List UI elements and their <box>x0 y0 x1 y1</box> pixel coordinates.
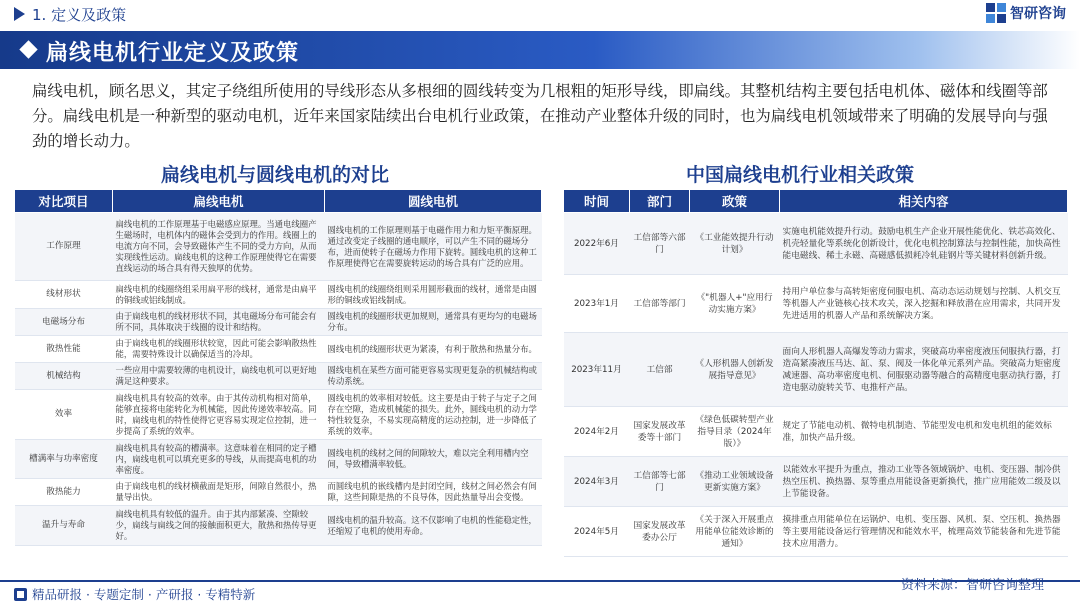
table-cell: 一些应用中需要较薄的电机设计，扁线电机可以更好地满足这种要求。 <box>113 363 325 390</box>
table-cell: 电磁场分布 <box>15 309 113 336</box>
table-row <box>564 407 1068 457</box>
column-header: 时间 <box>564 190 630 213</box>
table-cell: 摸排重点用能单位在运锅炉、电机、变压器、风机、泵、空压机、换热器等主要用能设备运行管理情况和能效水平，梳理高效节能装备和先进节能技术应用潜力。 <box>780 507 1068 557</box>
table-cell: 以能效水平提升为重点，推动工业等各领域锅炉、电机、变压器、制冷供热空压机、换热器、泵等重点用能设备更新换代，推广应用能效二级及以上节能设备。 <box>780 457 1068 507</box>
table-row <box>15 363 542 390</box>
table-cell: 面向人形机器人高爆发等动力需求，突破高功率密度液压伺服执行器，打造高紧凑液压马达、缸、泵、阀及一体化单元系列产品。突破高力矩密度减速器、高功率密度电机、伺服驱动器等融合的高精度电驱动执行器，打造电驱动旋转关节、电推杆产品。 <box>780 333 1068 407</box>
table-cell: 槽满率与功率密度 <box>15 440 113 479</box>
table-cell: 2024年3月 <box>564 457 630 507</box>
comparison-table <box>14 189 542 546</box>
table-cell: 机械结构 <box>15 363 113 390</box>
policy-table <box>563 189 1068 557</box>
table-cell: 圆线电机的线圈形状更加规则，通常具有更均匀的电磁场分布。 <box>325 309 542 336</box>
table-cell: 圆线电机的工作原理则基于电磁作用力和力矩平衡原理。通过改变定子线圈的通电顺序，可以产生不同的磁场分布，进而使转子在磁场力作用下旋转。圆线电机的这种工作原理使得它在需要旋转运动的场合具有广泛的应用。 <box>325 213 542 281</box>
table-cell: 扁线电机具有较高的效率。由于其传动机构相对简单，能够直接将电能转化为机械能，因此传递效率较高。同时，扁线电机的特性使得它更容易实现定位控制，进一步提高了系统的效率。 <box>113 390 325 440</box>
table-cell: 扁线电机的线圈绕组采用扁平形的线材，通常是由扁平的铜线或铝线制成。 <box>113 281 325 309</box>
top-bar <box>0 0 1080 28</box>
footer-report-icon <box>14 588 27 601</box>
table-cell: 圆线电机的线圈形状更为紧凑，有利于散热和热量分布。 <box>325 336 542 363</box>
table-row <box>564 275 1068 333</box>
table-row <box>564 213 1068 275</box>
table-row <box>15 440 542 479</box>
table-cell: 工信部等部门 <box>630 275 690 333</box>
table-cell: 《关于深入开展重点用能单位能效诊断的通知》 <box>690 507 780 557</box>
comparison-table-title: 扁线电机与圆线电机的对比 <box>160 164 389 186</box>
title-banner <box>0 31 1080 69</box>
table-cell: 工信部等七部门 <box>630 457 690 507</box>
table-cell: 圆线电机在某些方面可能更容易实现更复杂的机械结构或传动系统。 <box>325 363 542 390</box>
table-cell: 线材形状 <box>15 281 113 309</box>
table-row <box>15 213 542 281</box>
table-cell: 工信部等六部门 <box>630 213 690 275</box>
table-row <box>15 309 542 336</box>
table-row <box>564 457 1068 507</box>
footer-slogan-text: 精品研报 · 专题定制 · 产研报 · 专精特新 <box>32 587 256 602</box>
page-title: 扁线电机行业定义及政策 <box>46 41 300 66</box>
table-cell: 散热性能 <box>15 336 113 363</box>
table-cell: 国家发展改革委等十部门 <box>630 407 690 457</box>
table-cell: 由于扁线电机的线材横截面是矩形，间隙自然很小，热量导出快。 <box>113 479 325 506</box>
intro-paragraph: 扁线电机，顾名思义，其定子绕组所使用的导线形态从多根细的圆线转变为几根粗的矩形导线，即扁线。其整机结构主要包括电机体、磁体和线圈等部分。扁线电机是一种新型的驱动电机，近年来国家陆续出台电机行业政策，在推动产业整体升级的同时，也为扁线电机领域带来了明确的发展导向与强劲的增长动力。 <box>32 82 1048 150</box>
section-arrow-icon <box>14 7 25 21</box>
column-header: 圆线电机 <box>325 190 542 213</box>
banner-diamond-icon <box>19 40 37 58</box>
table-cell: 由于扁线电机的线材形状不同，其电磁场分布可能会有所不同，具体取决于线圈的设计和结构。 <box>113 309 325 336</box>
table-cell: 《"机器人+"应用行动实施方案》 <box>690 275 780 333</box>
footer-slogan <box>14 585 255 603</box>
table-cell: 《人形机器人创新发展指导意见》 <box>690 333 780 407</box>
table-cell: 《工业能效提升行动计划》 <box>690 213 780 275</box>
table-cell: 圆线电机的温升较高。这不仅影响了电机的性能稳定性，还缩短了电机的使用寿命。 <box>325 506 542 546</box>
table-cell: 2022年6月 <box>564 213 630 275</box>
table-cell: 效率 <box>15 390 113 440</box>
table-cell: 而圆线电机的嵌线槽内是封闭空间，线材之间必然会有间隙，这些间隙是热的不良导体，因此热量导出会变慢。 <box>325 479 542 506</box>
data-source: 资料来源：智研咨询整理 <box>900 578 1044 593</box>
table-cell: 《推动工业领域设备更新实施方案》 <box>690 457 780 507</box>
table-row <box>15 390 542 440</box>
column-header: 相关内容 <box>780 190 1068 213</box>
table-cell: 2024年5月 <box>564 507 630 557</box>
table-cell: 规定了节能电动机、微特电机制造、节能型发电机和发电机组的能效标准，加快产品升级。 <box>780 407 1068 457</box>
table-row <box>15 479 542 506</box>
table-row <box>15 506 542 546</box>
logo-text: 智研咨询 <box>1010 6 1066 22</box>
column-header: 政策 <box>690 190 780 213</box>
table-cell: 《绿色低碳转型产业指导目录（2024年版）》 <box>690 407 780 457</box>
table-cell: 圆线电机的线材之间的间隙较大，难以完全利用槽内空间，导致槽满率较低。 <box>325 440 542 479</box>
table-cell: 温升与寿命 <box>15 506 113 546</box>
table-row <box>564 507 1068 557</box>
table-cell: 扁线电机具有较高的槽满率。这意味着在相同的定子槽内，扁线电机可以填充更多的导线，从而提高电机的功率密度。 <box>113 440 325 479</box>
table-cell: 2024年2月 <box>564 407 630 457</box>
table-cell: 工作原理 <box>15 213 113 281</box>
table-cell: 扁线电机的工作原理基于电磁感应原理。当通电线圈产生磁场时，电机体内的磁体会受到力的作用。线圈上的电流方向不同，会导致磁体产生不同的受力方向，从而实现线性运动。扁线电机的这种工作原理使得它在需要直线运动的场合具有得天独厚的优势。 <box>113 213 325 281</box>
table-row <box>15 281 542 309</box>
table-cell: 实施电机能效提升行动。鼓励电机生产企业开展性能优化、铁芯高效化、机壳轻量化等系统化创新设计，优化电机控制算法与控制性能，加快高性能电磁线、稀土永磁、高磁感低损耗冷轧硅钢片等关键材料创新升级。 <box>780 213 1068 275</box>
table-cell: 圆线电机的线圈绕组则采用圆形截面的线材，通常是由圆形的铜线或铝线制成。 <box>325 281 542 309</box>
table-cell: 圆线电机的效率相对较低。这主要是由于转子与定子之间存在空隙，造成机械能的损失。此外，圆线电机的动力学特性较复杂，不易实现高精度的运动控制，进一步降低了系统的效率。 <box>325 390 542 440</box>
policy-table-title: 中国扁线电机行业相关政策 <box>685 164 914 186</box>
table-row <box>564 333 1068 407</box>
column-header: 对比项目 <box>15 190 113 213</box>
footer <box>0 580 1080 604</box>
table-cell: 2023年11月 <box>564 333 630 407</box>
table-row <box>15 336 542 363</box>
section-title: 1. 定义及政策 <box>32 6 127 24</box>
column-header: 部门 <box>630 190 690 213</box>
table-cell: 扁线电机具有较低的温升。由于其内部紧凑、空隙较少，扁线与扁线之间的接触面积更大，散热和热传导更好。 <box>113 506 325 546</box>
table-cell: 工信部 <box>630 333 690 407</box>
brand-logo <box>986 3 1066 23</box>
table-cell: 2023年1月 <box>564 275 630 333</box>
logo-icon <box>986 3 1006 23</box>
table-cell: 持用户单位参与高转矩密度伺服电机、高动态运动规划与控制、人机交互等机器人产业链核心技术攻关，深入挖掘和释放潜在应用需求，共同开发先进适用的机器人产品和系统解决方案。 <box>780 275 1068 333</box>
table-cell: 散热能力 <box>15 479 113 506</box>
table-cell: 国家发展改革委办公厅 <box>630 507 690 557</box>
table-cell: 由于扁线电机的线圈形状较宽，因此可能会影响散热性能，需要特殊设计以确保适当的冷却。 <box>113 336 325 363</box>
column-header: 扁线电机 <box>113 190 325 213</box>
